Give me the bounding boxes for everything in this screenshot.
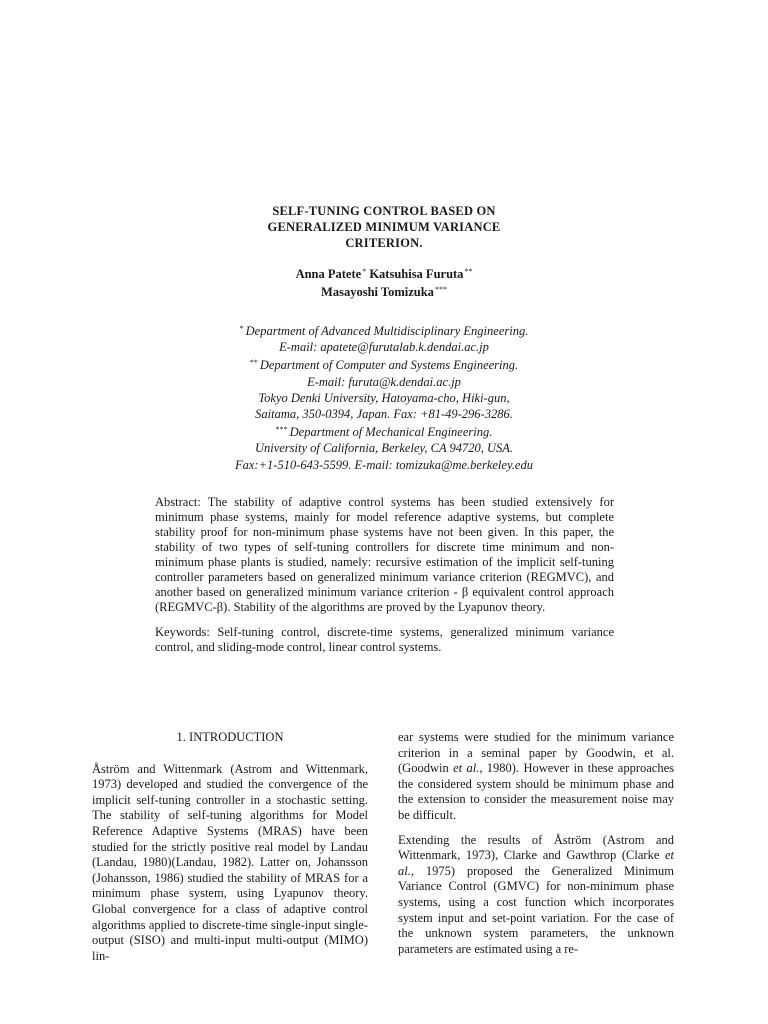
author-1-mark: *: [362, 267, 367, 276]
affil-line-9: Fax:+1-510-643-5599. E-mail: tomizuka@me.berkeley.edu: [235, 457, 533, 472]
affil-line-4: E-mail: furuta@k.dendai.ac.jp: [307, 374, 461, 389]
affil-1-mark: *: [239, 324, 244, 333]
keywords-text: Keywords: Self-tuning control, discrete-time systems, generalized minimum variance control, and sliding-mode control, linear control systems.: [155, 625, 614, 654]
affiliations: [0, 321, 768, 473]
left-column: [92, 730, 368, 964]
title-line-1: SELF-TUNING CONTROL BASED ON: [272, 204, 496, 218]
affil-line-8: University of California, Berkeley, CA 94720, USA.: [254, 441, 514, 456]
intro-p2-text-b: , 1980). However in these approaches the considered system should be minimum phase and the extension to consider the measurement noise may be difficult.: [398, 761, 674, 822]
author-list: [0, 264, 768, 300]
intro-p3-text-b: , 1975) proposed the Generalized Minimum Variance Control (GMVC) for non-minimum phase systems, using a cost function which incorporates system input and set-point variation. For the case of the unknown system parameters, the unknown parameters are estimated using a re-: [398, 863, 674, 956]
affil-line-6: Saitama, 350-0394, Japan. Fax: +81-49-296-3286.: [255, 407, 513, 422]
right-column: [398, 730, 674, 957]
affil-line-3: Department of Computer and Systems Engineering.: [259, 358, 519, 373]
author-3: Masayoshi Tomizuka: [321, 285, 434, 299]
intro-paragraph-3: [398, 833, 674, 958]
affil-line-7: Department of Mechanical Engineering.: [289, 425, 493, 440]
paper-title: [0, 203, 768, 251]
title-line-3: CRITERION.: [345, 236, 423, 250]
abstract-block: [155, 495, 614, 655]
affil-3-mark: **: [249, 358, 258, 368]
author-2-mark: **: [464, 267, 473, 276]
abstract-text: Abstract: The stability of adaptive control systems has been studied extensively for minimum phase systems, mainly for model reference adaptive systems, but complete stability proof for non-minimum phase systems have not been given. In this paper, the stability of two types of self-tuning controllers for discrete time minimum and non-minimum phase plants is studied, namely: recursive estimation of the implicit self-tuning controller parameters based on generalized minimum variance criterion (REGMVC), and another based on generalized minimum variance criterion - β equivalent control approach (REGMVC-β). Stability of the algorithms are proved by the Lyapunov theory.: [155, 495, 614, 614]
affil-line-2: E-mail: apatete@furutalab.k.dendai.ac.jp: [279, 340, 489, 355]
intro-p2-text-a: ear systems were studied for the minimum variance criterion in a seminal paper by Goodwin, et al. (Goodwin: [398, 730, 674, 776]
author-3-mark: ***: [434, 285, 447, 294]
affil-line-1: Department of Advanced Multidisciplinary Engineering.: [245, 324, 529, 338]
title-line-2: GENERALIZED MINIMUM VARIANCE: [267, 220, 501, 234]
intro-p3-etal: et al.: [398, 848, 674, 878]
affil-7-mark: ***: [275, 425, 288, 435]
affil-line-5: Tokyo Denki University, Hatoyama-cho, Hiki-gun,: [258, 390, 510, 405]
intro-p2-etal: et al.: [453, 761, 480, 776]
intro-paragraph-1: Åström and Wittenmark (Astrom and Wittenmark, 1973) developed and studied the convergence of the implicit self-tuning controller in a stochastic setting. The stability of self-tuning algorithms for Model Reference Adaptive Systems (MRAS) have been studied for the strictly positive real model by Landau (Landau, 1980)(Landau, 1982). Latter on, Johansson (Johansson, 1986) studied the stability of MRAS for a minimum phase system, using Lyapunov theory. Global convergence for a class of adaptive control algorithms applied to discrete-time single-input single-output (SISO) and multi-input multi-output (MIMO) lin-: [92, 761, 368, 963]
intro-p3-text-a: Extending the results of Åström (Astrom and Wittenmark, 1973), Clarke and Gawthrop (Clarke: [398, 832, 674, 863]
author-2: Katsuhisa Furuta: [369, 267, 464, 281]
author-1: Anna Patete: [295, 267, 362, 281]
intro-paragraph-2: [398, 730, 674, 824]
section-heading-introduction: 1. INTRODUCTION: [176, 730, 284, 744]
